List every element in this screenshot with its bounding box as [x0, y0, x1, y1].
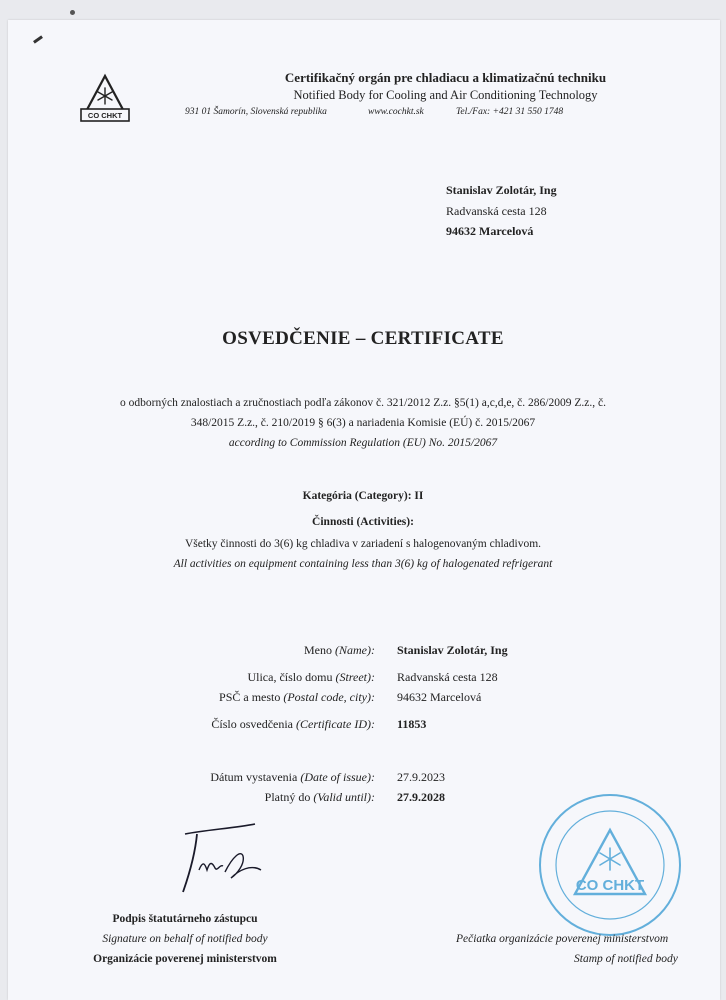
recipient-name: Stanislav Zolotár, Ing	[446, 183, 557, 197]
law-text-line1: o odborných znalostiach a zručnostiach podľa zákonov č. 321/2012 Z.z. §5(1) a,c,d,e, č. 286/2009 Z.z., č.	[120, 397, 606, 409]
cert-id-label: Číslo osvedčenia (Certificate ID):	[211, 717, 375, 731]
logo-text: CO CHKT	[87, 111, 123, 120]
certificate-title: OSVEDČENIE – CERTIFICATE	[222, 328, 504, 349]
street-label: Ulica, číslo domu (Street):	[247, 670, 375, 684]
signature-image	[165, 820, 285, 900]
category-label: Kategória (Category): II	[302, 490, 424, 502]
signature-en: Signature on behalf of notified body	[102, 933, 268, 945]
name-label: Meno (Name):	[304, 643, 375, 657]
name-value: Stanislav Zolotár, Ing	[397, 643, 508, 657]
activities-en: All activities on equipment containing less than 3(6) kg of halogenated refrigerant	[173, 558, 553, 570]
stamp-label-sk: Pečiatka organizácie poverenej ministerstvom	[456, 933, 669, 945]
org-name: Certifikačný orgán pre chladiacu a klimatizačnú techniku	[284, 70, 607, 85]
cert-id-value: 11853	[397, 717, 427, 731]
recipient-street: Radvanská cesta 128	[446, 204, 547, 218]
postal-value: 94632 Marcelová	[397, 690, 482, 704]
law-text-line2: 348/2015 Z.z., č. 210/2019 § 6(3) a nariadenia Komisie (EÚ) č. 2015/2067	[190, 417, 536, 429]
postal-label: PSČ a mesto (Postal code, city):	[219, 690, 375, 704]
stamp-text: CO CHKT	[575, 877, 645, 894]
scan-speck	[70, 10, 75, 15]
recipient-city: 94632 Marcelová	[446, 224, 534, 238]
stamp-label-en: Stamp of notified body	[574, 953, 678, 965]
issue-date-value: 27.9.2023	[397, 770, 445, 784]
org-website: www.cochkt.sk	[368, 107, 424, 117]
signature-org: Organizácie poverenej ministerstvom	[93, 953, 277, 965]
official-stamp	[535, 790, 685, 940]
law-text-en: according to Commission Regulation (EU) No. 2015/2067	[228, 437, 498, 449]
org-phone: Tel./Fax: +421 31 550 1748	[456, 107, 564, 117]
valid-until-label: Platný do (Valid until):	[264, 790, 375, 804]
signature-title: Podpis štatutárneho zástupcu	[112, 913, 258, 925]
org-name-en: Notified Body for Cooling and Air Conditioning Technology	[293, 88, 598, 102]
issue-date-label: Dátum vystavenia (Date of issue):	[210, 770, 375, 784]
org-address: 931 01 Šamorín, Slovenská republika	[185, 107, 327, 117]
activities-sk: Všetky činnosti do 3(6) kg chladiva v zariadení s halogenovaným chladivom.	[184, 538, 542, 550]
valid-until-value: 27.9.2028	[397, 790, 445, 804]
activities-label: Činnosti (Activities):	[312, 516, 414, 528]
street-value: Radvanská cesta 128	[397, 670, 498, 684]
